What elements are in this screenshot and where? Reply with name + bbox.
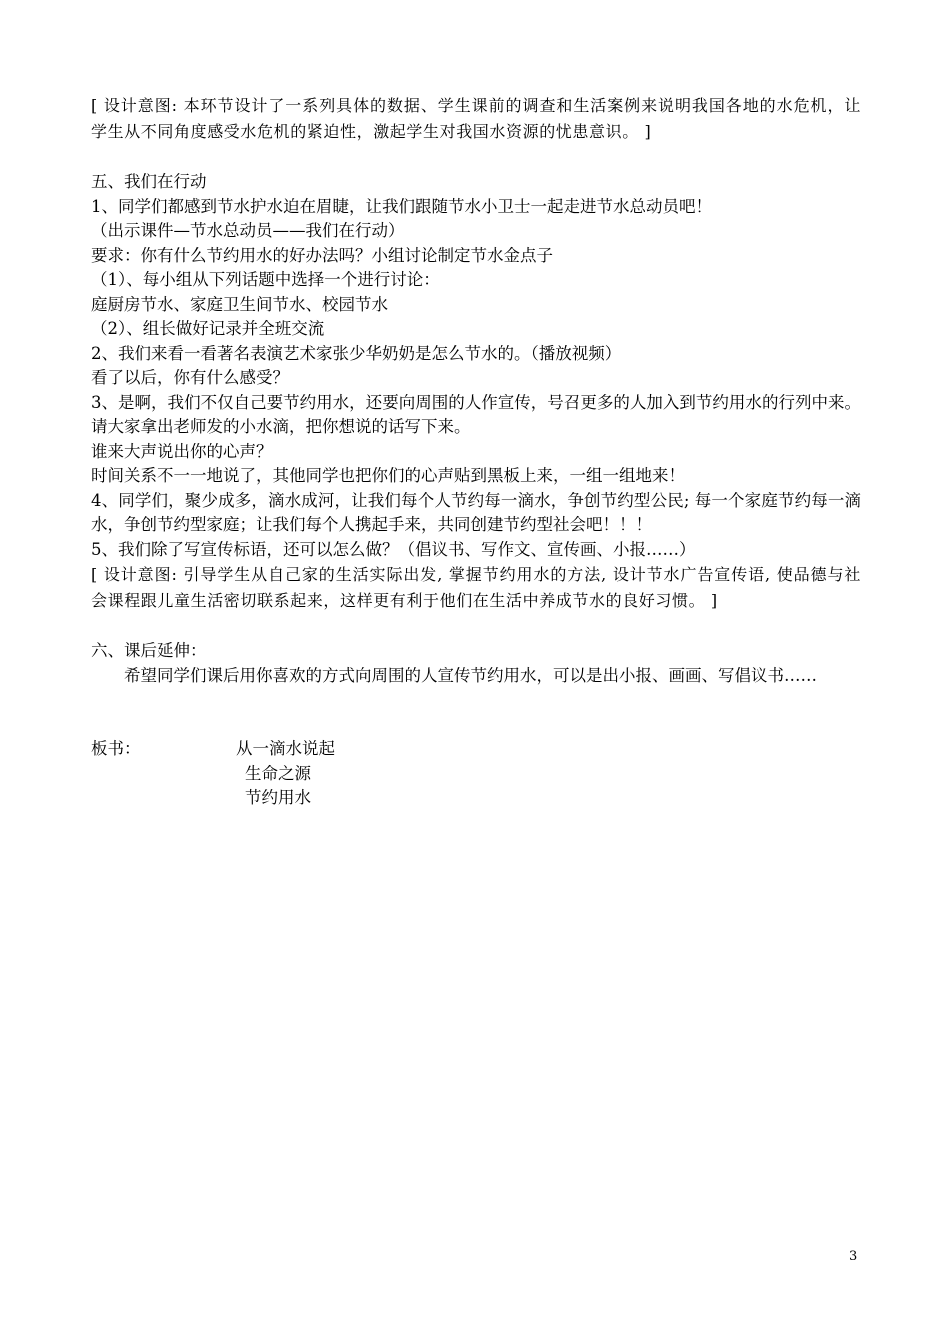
section-5-line-9: 3、是啊，我们不仅自己要节约用水，还要向周围的人作宣传，号召更多的人加入到节约用水的行列中来。请大家拿出老师发的小水滴，把你想说的话写下来。 bbox=[91, 392, 861, 436]
section-5-heading: 五、我们在行动 bbox=[91, 172, 207, 191]
document-content bbox=[91, 93, 861, 812]
section-5-line-3: 要求：你有什么节约用水的好办法吗？小组讨论制定节水金点子 bbox=[91, 245, 553, 265]
design-note-2: [ 设计意图: 引导学生从自己家的生活实际出发, 掌握节约用水的方法, 设计节水广告宣传语, 使品德与社会课程跟儿童生活密切联系起来，这样更有利于他们在生活中养成节水的良好习惯。 ] bbox=[91, 565, 861, 610]
section-5-line-4: （1）、每小组从下列话题中选择一个进行讨论： bbox=[91, 270, 440, 289]
design-note-1: [ 设计意图: 本环节设计了一系列具体的数据、学生课前的调查和生活案例来说明我国各地的水危机，让学生从不同角度感受水危机的紧迫性，激起学生对我国水资源的忧患意识。 ] bbox=[91, 96, 861, 141]
blackboard-outline bbox=[91, 737, 861, 812]
section-5-line-6: （2）、组长做好记录并全班交流 bbox=[91, 319, 325, 338]
section-5-line-2: （出示课件—节水总动员——我们在行动） bbox=[91, 221, 405, 240]
section-5-line-12: 4、同学们，聚少成多，滴水成河，让我们每个人节约每一滴水，争创节约型公民; 每一个家庭节约每一滴水，争创节约型家庭；让我们每个人携起手来，共同创建节约型社会吧！！！ bbox=[91, 490, 861, 534]
section-5-line-1: 1、同学们都感到节水护水迫在眉睫，让我们跟随节水小卫士一起走进节水总动员吧！ bbox=[91, 196, 712, 216]
section-5-line-10: 谁来大声说出你的心声？ bbox=[91, 441, 273, 461]
section-5-line-7: 2、我们来看一看著名表演艺术家张少华奶奶是怎么节水的。（播放视频） bbox=[91, 343, 622, 363]
section-5-line-8: 看了以后，你有什么感受？ bbox=[91, 368, 289, 387]
board-line-2: 节约用水 bbox=[245, 788, 311, 807]
spacer bbox=[91, 688, 861, 737]
spacer bbox=[91, 614, 861, 639]
section-5-line-13: 5、我们除了写宣传标语，还可以怎么做？（倡议书、写作文、宣传画、小报……） bbox=[91, 539, 696, 559]
board-line-1: 生命之源 bbox=[245, 763, 311, 783]
page-number: 3 bbox=[849, 1249, 858, 1264]
board-title: 从一滴水说起 bbox=[236, 739, 335, 758]
section-6-heading: 六、课后延伸： bbox=[91, 641, 207, 660]
board-label: 板书： bbox=[91, 739, 141, 758]
section-5-line-11: 时间关系不一一地说了，其他同学也把你们的心声贴到黑板上来，一组一组地来！ bbox=[91, 466, 685, 485]
spacer bbox=[91, 145, 861, 170]
section-6-body: 希望同学们课后用你喜欢的方式向周围的人宣传节约用水，可以是出小报、画画、写倡议书…… bbox=[124, 665, 817, 685]
section-5-line-5: 庭厨房节水、家庭卫生间节水、校园节水 bbox=[91, 294, 388, 314]
